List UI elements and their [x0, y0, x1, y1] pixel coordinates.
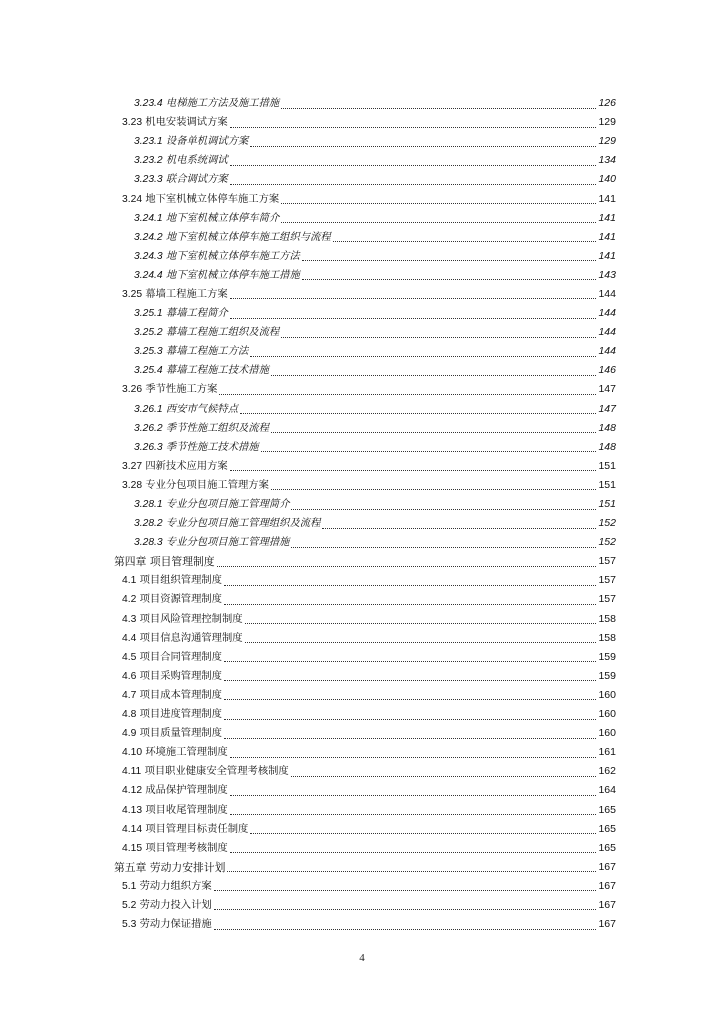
toc-entry-page: 157 — [598, 574, 616, 587]
toc-entry[interactable] — [114, 705, 616, 724]
toc-leader-dots — [224, 584, 596, 586]
toc-entry-label — [134, 247, 301, 266]
toc-entry-number: 4.10 — [122, 747, 143, 759]
toc-entry-number: 3.23.4 — [134, 98, 163, 110]
toc-entry[interactable] — [114, 686, 616, 705]
toc-entry-label — [122, 571, 223, 590]
toc-entry-label — [122, 781, 229, 800]
toc-leader-dots — [224, 737, 596, 739]
toc-entry[interactable] — [114, 552, 616, 571]
toc-entry-page: 129 — [598, 116, 616, 129]
toc-entry[interactable] — [114, 380, 616, 399]
toc-entry[interactable] — [114, 514, 616, 533]
toc-entry-title: 专业分包项目施工管理组织及流程 — [165, 517, 321, 530]
toc-entry-page: 144 — [598, 307, 616, 320]
toc-leader-dots — [230, 164, 597, 166]
toc-entry-title: 项目管理考核制度 — [145, 841, 228, 854]
toc-leader-dots — [230, 183, 597, 185]
toc-entry-number: 5.1 — [122, 880, 137, 892]
toc-entry-number: 3.24.3 — [134, 250, 163, 262]
toc-entry-number: 第五章 — [114, 860, 147, 874]
toc-entry-page: 151 — [598, 478, 616, 491]
toc-entry[interactable] — [114, 915, 616, 934]
toc-entry-number: 3.25.1 — [134, 308, 163, 320]
toc-entry-title: 劳动力保证措施 — [139, 918, 212, 931]
toc-entry-number: 3.26.3 — [134, 441, 163, 453]
toc-entry-title: 季节性施工组织及流程 — [165, 421, 269, 434]
toc-entry-number: 3.28.2 — [134, 518, 163, 530]
toc-entry-label — [134, 361, 270, 380]
toc-entry-title: 项目资源管理制度 — [139, 593, 222, 606]
toc-entry-number: 3.24 — [122, 193, 143, 205]
toc-entry-page: 152 — [598, 536, 616, 549]
toc-entry-number: 3.23.1 — [134, 136, 163, 148]
toc-entry-page: 165 — [598, 803, 616, 816]
toc-leader-dots — [230, 469, 597, 471]
toc-entry-page: 160 — [598, 688, 616, 701]
toc-leader-dots — [227, 870, 596, 872]
toc-entry[interactable] — [114, 94, 616, 113]
toc-entry-number: 3.24.2 — [134, 231, 163, 243]
toc-entry-title: 项目成本管理制度 — [139, 688, 222, 701]
toc-entry[interactable] — [114, 610, 616, 629]
toc-leader-dots — [250, 832, 596, 834]
toc-entry-number: 3.27 — [122, 460, 143, 472]
toc-entry-label — [114, 858, 226, 877]
toc-leader-dots — [230, 813, 597, 815]
toc-entry-number: 3.24.4 — [134, 269, 163, 281]
toc-entry-number: 第四章 — [114, 555, 147, 569]
toc-entry-label — [122, 648, 223, 667]
toc-entry-page: 147 — [598, 383, 616, 396]
toc-entry[interactable] — [114, 285, 616, 304]
toc-entry-number: 4.11 — [122, 766, 142, 778]
toc-entry-label — [134, 170, 229, 189]
toc-entry-title: 机电安装调试方案 — [145, 116, 228, 129]
toc-entry-number: 4.7 — [122, 689, 137, 701]
toc-entry-label — [134, 419, 270, 438]
toc-entry[interactable] — [114, 342, 616, 361]
toc-entry[interactable] — [114, 476, 616, 495]
toc-entry-label — [134, 304, 229, 323]
toc-entry-label — [114, 552, 216, 571]
toc-entry-number: 4.4 — [122, 632, 137, 644]
toc-entry-label — [122, 705, 223, 724]
toc-entry-number: 3.25 — [122, 288, 143, 300]
toc-leader-dots — [281, 221, 596, 223]
toc-entry-title: 专业分包项目施工管理简介 — [165, 498, 290, 511]
toc-entry-number: 3.23.2 — [134, 155, 163, 167]
toc-entry-page: 157 — [598, 593, 616, 606]
toc-entry-title: 环境施工管理制度 — [145, 746, 228, 759]
toc-entry[interactable] — [114, 877, 616, 896]
toc-leader-dots — [291, 546, 596, 548]
toc-entry-number: 3.25.4 — [134, 365, 163, 377]
toc-entry-page: 167 — [598, 918, 616, 931]
toc-leader-dots — [224, 603, 596, 605]
toc-entry[interactable] — [114, 629, 616, 648]
toc-entry[interactable] — [114, 839, 616, 858]
toc-entry-title: 幕墙工程施工组织及流程 — [165, 326, 280, 339]
toc-entry-title: 项目组织管理制度 — [139, 574, 222, 587]
toc-entry-label — [122, 801, 229, 820]
toc-entry-page: 146 — [598, 364, 616, 377]
toc-entry-page: 161 — [598, 746, 616, 759]
toc-entry[interactable] — [114, 800, 616, 819]
toc-entry-title: 成品保护管理制度 — [145, 784, 228, 797]
toc-entry-label — [122, 839, 229, 858]
toc-entry-title: 项目信息沟通管理制度 — [139, 631, 243, 644]
toc-leader-dots — [219, 393, 596, 395]
toc-entry-number: 4.14 — [122, 823, 143, 835]
toc-entry-number: 3.24.1 — [134, 212, 163, 224]
toc-entry-page: 144 — [598, 345, 616, 358]
toc-leader-dots — [322, 527, 596, 529]
toc-entry[interactable] — [114, 228, 616, 247]
toc-entry-page: 141 — [598, 249, 616, 262]
toc-entry-label — [134, 342, 249, 361]
toc-entry-number: 4.5 — [122, 651, 137, 663]
toc-entry-number: 4.13 — [122, 804, 143, 816]
toc-entry-label — [134, 400, 239, 419]
toc-entry[interactable] — [114, 590, 616, 609]
toc-entry-title: 项目收尾管理制度 — [145, 803, 228, 816]
toc-entry-label — [122, 590, 223, 609]
toc-entry-title: 项目合同管理制度 — [139, 650, 222, 663]
toc-entry-title: 设备单机调试方案 — [165, 135, 249, 148]
toc-leader-dots — [302, 278, 597, 280]
toc-entry-title: 地下室机械立体停车施工方法 — [165, 249, 300, 262]
toc-entry[interactable] — [114, 304, 616, 323]
toc-entry-label — [122, 629, 244, 648]
toc-entry-number: 4.15 — [122, 842, 143, 854]
toc-entry-title: 地下室机械立体停车施工组织与流程 — [165, 230, 331, 243]
toc-leader-dots — [224, 660, 596, 662]
toc-entry-label — [122, 476, 270, 495]
toc-entry-label — [134, 438, 260, 457]
toc-entry[interactable] — [114, 323, 616, 342]
toc-entry[interactable] — [114, 457, 616, 476]
toc-entry-label — [134, 151, 229, 170]
toc-entry[interactable] — [114, 858, 616, 877]
toc-entry-number: 4.1 — [122, 575, 137, 587]
toc-entry-title: 项目风险管理控制制度 — [139, 612, 243, 625]
toc-entry-number: 3.25.3 — [134, 346, 163, 358]
toc-entry-number: 5.3 — [122, 919, 137, 931]
toc-entry[interactable] — [114, 170, 616, 189]
toc-entry-label — [122, 285, 229, 304]
toc-entry[interactable] — [114, 419, 616, 438]
toc-entry-label — [122, 667, 223, 686]
toc-leader-dots — [214, 928, 597, 930]
toc-entry-label — [122, 877, 213, 896]
toc-entry-title: 地下室机械立体停车施工措施 — [165, 268, 300, 281]
toc-entry-title: 西安市气候特点 — [165, 402, 238, 415]
toc-entry-title: 幕墙工程施工方法 — [165, 345, 249, 358]
toc-entry-page: 152 — [598, 517, 616, 530]
toc-leader-dots — [250, 145, 596, 147]
toc-entry-page: 164 — [598, 784, 616, 797]
toc-entry-number: 3.28 — [122, 479, 143, 491]
toc-entry[interactable] — [114, 400, 616, 419]
toc-leader-dots — [271, 488, 597, 490]
toc-entry-title: 项目采购管理制度 — [139, 669, 222, 682]
toc-leader-dots — [230, 297, 597, 299]
toc-entry-label — [122, 896, 213, 915]
toc-entry-title: 地下室机械立体停车简介 — [165, 211, 280, 224]
toc-leader-dots — [281, 107, 596, 109]
toc-entry-number: 4.3 — [122, 613, 137, 625]
toc-entry-number: 5.2 — [122, 899, 137, 911]
toc-entry-title: 季节性施工技术措施 — [165, 440, 259, 453]
toc-entry-page: 140 — [598, 173, 616, 186]
toc-entry-label — [122, 457, 229, 476]
toc-leader-dots — [261, 450, 597, 452]
toc-entry-page: 151 — [598, 498, 616, 511]
toc-entry-title: 专业分包项目施工管理方案 — [145, 478, 269, 491]
toc-entry-number: 3.23.3 — [134, 174, 163, 186]
toc-leader-dots — [250, 355, 596, 357]
toc-entry-label — [122, 915, 213, 934]
toc-entry-title: 幕墙工程施工方案 — [145, 287, 228, 300]
toc-entry[interactable] — [114, 648, 616, 667]
toc-entry-page: 165 — [598, 822, 616, 835]
toc-entry[interactable] — [114, 113, 616, 132]
toc-entry-title: 机电系统调试 — [165, 154, 228, 167]
toc-entry-label — [122, 113, 229, 132]
toc-leader-dots — [291, 775, 597, 777]
toc-entry-page: 159 — [598, 669, 616, 682]
toc-leader-dots — [217, 565, 597, 567]
toc-entry-title: 地下室机械立体停车施工方案 — [145, 192, 280, 205]
toc-entry-number: 4.12 — [122, 785, 143, 797]
toc-entry-title: 劳动力组织方案 — [139, 879, 212, 892]
toc-entry-label — [134, 323, 280, 342]
toc-entry-number: 3.26 — [122, 384, 143, 396]
toc-entry-page: 129 — [598, 135, 616, 148]
toc-entry-label — [122, 686, 223, 705]
toc-entry-page: 157 — [598, 555, 616, 568]
toc-leader-dots — [224, 698, 596, 700]
toc-entry-page: 165 — [598, 841, 616, 854]
toc-leader-dots — [214, 889, 597, 891]
toc-leader-dots — [230, 794, 597, 796]
toc-entry-page: 148 — [598, 440, 616, 453]
toc-entry[interactable] — [114, 438, 616, 457]
toc-entry-page: 144 — [598, 287, 616, 300]
toc-leader-dots — [291, 508, 596, 510]
toc-entry-number: 4.2 — [122, 594, 137, 606]
toc-entry[interactable] — [114, 724, 616, 743]
toc-entry-label — [122, 380, 218, 399]
toc-entry-page: 160 — [598, 727, 616, 740]
toc-entry-title: 劳动力安排计划 — [149, 860, 226, 874]
toc-entry-label — [122, 743, 229, 762]
toc-entry-title: 电梯施工方法及施工措施 — [165, 97, 280, 110]
toc-leader-dots — [333, 240, 597, 242]
toc-leader-dots — [224, 718, 596, 720]
toc-entry-title: 劳动力投入计划 — [139, 898, 212, 911]
toc-leader-dots — [271, 374, 597, 376]
toc-entry-title: 专业分包项目施工管理措施 — [165, 536, 290, 549]
toc-entry-page: 160 — [598, 708, 616, 721]
toc-entry-page: 141 — [598, 211, 616, 224]
toc-entry-page: 162 — [598, 765, 616, 778]
toc-entry-label — [122, 820, 249, 839]
toc-entry-label — [122, 610, 244, 629]
toc-entry-page: 159 — [598, 650, 616, 663]
toc-entry[interactable] — [114, 743, 616, 762]
toc-entry[interactable] — [114, 209, 616, 228]
toc-entry[interactable] — [114, 266, 616, 285]
toc-leader-dots — [230, 126, 597, 128]
toc-entry-page: 158 — [598, 612, 616, 625]
toc-entry[interactable] — [114, 820, 616, 839]
toc-entry-title: 季节性施工方案 — [145, 383, 218, 396]
toc-entry-label — [134, 209, 280, 228]
toc-entry[interactable] — [114, 781, 616, 800]
toc-entry-title: 项目职业健康安全管理考核制度 — [144, 765, 289, 778]
toc-entry-title: 项目质量管理制度 — [139, 727, 222, 740]
toc-entry-page: 148 — [598, 421, 616, 434]
toc-entry-page: 167 — [598, 879, 616, 892]
toc-entry[interactable] — [114, 361, 616, 380]
toc-entry-page: 141 — [598, 230, 616, 243]
toc-entry-number: 4.8 — [122, 709, 137, 721]
toc-entry[interactable] — [114, 189, 616, 208]
toc-entry-number: 3.23 — [122, 117, 143, 129]
toc-leader-dots — [224, 679, 596, 681]
toc-entry-label — [122, 724, 223, 743]
toc-entry-number: 4.6 — [122, 670, 137, 682]
toc-entry-label — [134, 228, 332, 247]
toc-leader-dots — [245, 622, 597, 624]
toc-entry[interactable] — [114, 571, 616, 590]
toc-entry[interactable] — [114, 762, 616, 781]
toc-entry[interactable] — [114, 151, 616, 170]
toc-entry-page: 167 — [598, 898, 616, 911]
toc-entry[interactable] — [114, 247, 616, 266]
toc-entry-number: 4.9 — [122, 728, 137, 740]
toc-entry-title: 幕墙工程简介 — [165, 307, 228, 320]
toc-entry-page: 126 — [598, 97, 616, 110]
toc-entry-page: 151 — [598, 459, 616, 472]
toc-entry-page: 147 — [598, 402, 616, 415]
toc-entry-title: 项目进度管理制度 — [139, 708, 222, 721]
toc-leader-dots — [240, 412, 596, 414]
toc-entry-label — [122, 190, 280, 209]
toc-entry-label — [134, 514, 321, 533]
toc-entry-label — [122, 762, 290, 781]
toc-entry-title: 四新技术应用方案 — [145, 459, 228, 472]
toc-leader-dots — [281, 336, 596, 338]
toc-entry-number: 3.26.2 — [134, 422, 163, 434]
toc-entry-page: 141 — [598, 192, 616, 205]
toc-leader-dots — [302, 259, 597, 261]
toc-entry-label — [134, 495, 290, 514]
toc-entry-label — [134, 94, 280, 113]
toc-entry-number: 3.26.1 — [134, 403, 163, 415]
toc-entry-number: 3.25.2 — [134, 327, 163, 339]
toc-entry-label — [134, 266, 301, 285]
toc-leader-dots — [281, 202, 596, 204]
toc-leader-dots — [214, 908, 597, 910]
toc-entry-page: 167 — [598, 860, 616, 873]
toc-entry-number: 3.28.3 — [134, 537, 163, 549]
page-number: 4 — [359, 952, 365, 964]
toc-entry-title: 项目管理制度 — [149, 555, 215, 569]
toc-leader-dots — [230, 851, 597, 853]
toc-entry[interactable] — [114, 896, 616, 915]
toc-entry-page: 158 — [598, 631, 616, 644]
toc-entry-page: 143 — [598, 268, 616, 281]
toc-entry[interactable] — [114, 132, 616, 151]
toc-entry-title: 项目管理目标责任制度 — [145, 822, 249, 835]
toc-leader-dots — [230, 317, 597, 319]
toc-entry-page: 144 — [598, 326, 616, 339]
toc-entry[interactable] — [114, 533, 616, 552]
toc-leader-dots — [245, 641, 597, 643]
toc-leader-dots — [230, 756, 597, 758]
toc-entry-title: 联合调试方案 — [165, 173, 228, 186]
toc-entry-title: 幕墙工程施工技术措施 — [165, 364, 269, 377]
toc-entry-label — [134, 533, 290, 552]
toc-entry[interactable] — [114, 495, 616, 514]
table-of-contents — [114, 94, 616, 934]
toc-entry-label — [134, 132, 249, 151]
toc-entry-page: 134 — [598, 154, 616, 167]
toc-entry-number: 3.28.1 — [134, 499, 163, 511]
toc-leader-dots — [271, 431, 597, 433]
toc-entry[interactable] — [114, 667, 616, 686]
